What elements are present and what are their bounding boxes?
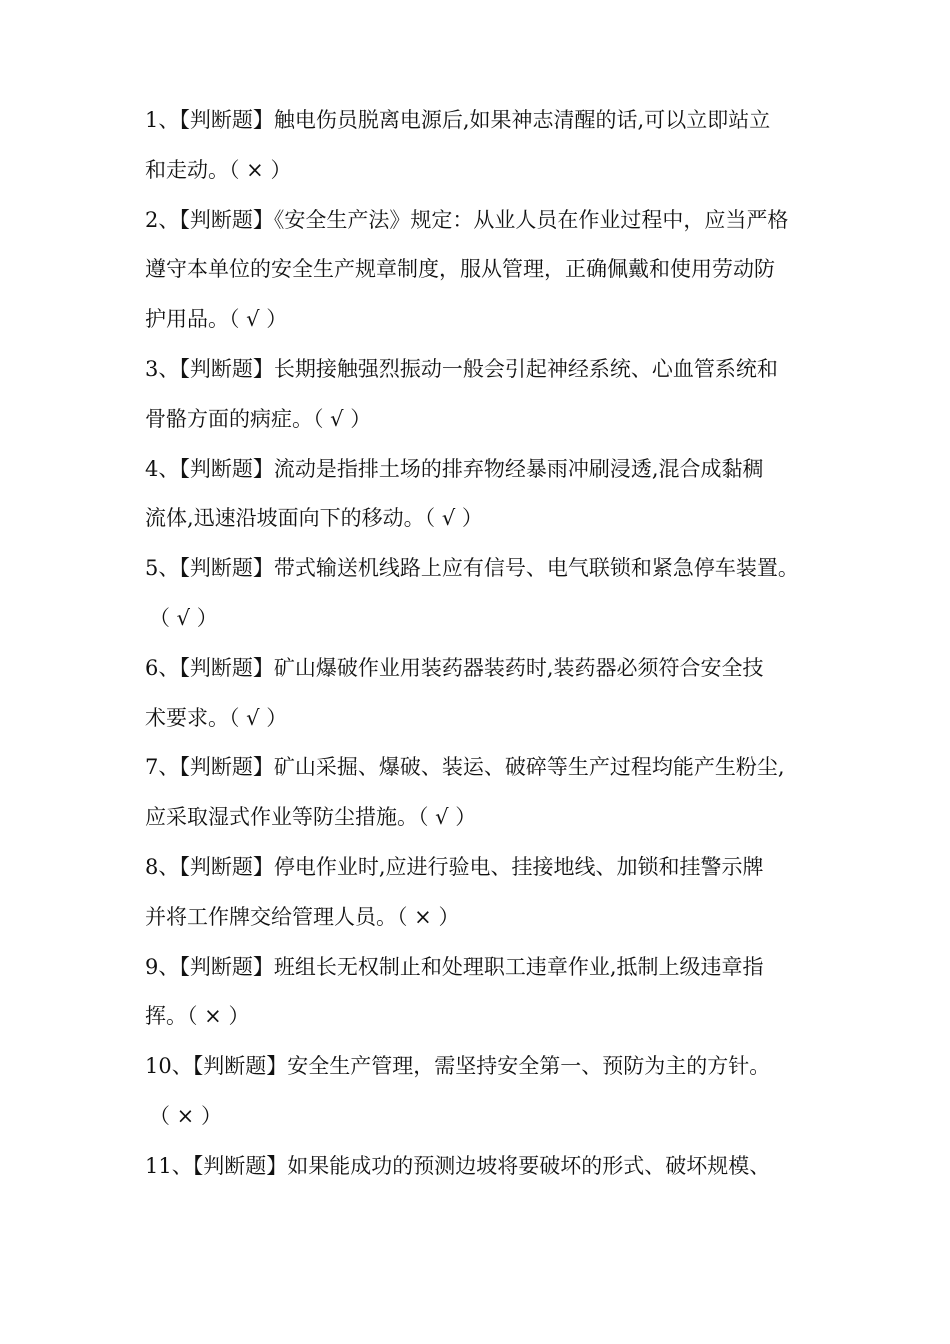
question-list — [145, 96, 817, 1192]
question-6-answer: 术要求。（ √ ） — [145, 705, 288, 730]
question-8-line-1: 8、【判断题】停电作业时,应进行验电、挂接地线、加锁和挂警示牌 — [145, 854, 764, 879]
question-5-line-1: 5、【判断题】带式输送机线路上应有信号、电气联锁和紧急停车装置。 — [145, 556, 799, 581]
question-5-answer: （ √ ） — [149, 605, 218, 630]
question-9-line-1: 9、【判断题】班组长无权制止和处理职工违章作业,抵制上级违章指 — [145, 954, 764, 979]
question-2-line-1: 2、【判断题】《安全生产法》规定：从业人员在作业过程中，应当严格 — [145, 207, 789, 232]
question-7-answer: 应采取湿式作业等防尘措施。（ √ ） — [145, 805, 477, 830]
question-4-answer: 流体,迅速沿坡面向下的移动。（ √ ） — [145, 506, 483, 531]
question-10-answer: （ × ） — [149, 1103, 222, 1128]
question-4-line-1: 4、【判断题】流动是指排土场的排弃物经暴雨冲刷浸透,混合成黏稠 — [145, 456, 764, 481]
question-2-line-2: 遵守本单位的安全生产规章制度，服从管理，正确佩戴和使用劳动防 — [145, 257, 775, 282]
question-1-answer: 和走动。（ × ） — [145, 157, 292, 182]
question-3-answer: 骨骼方面的病症。（ √ ） — [145, 406, 372, 431]
question-9-answer: 挥。（ × ） — [145, 1004, 250, 1029]
question-8-answer: 并将工作牌交给管理人员。（ × ） — [145, 904, 460, 929]
question-10-line-1: 10、【判断题】安全生产管理，需坚持安全第一、预防为主的方针。 — [145, 1054, 771, 1079]
question-7-line-1: 7、【判断题】矿山采掘、爆破、装运、破碎等生产过程均能产生粉尘, — [145, 755, 785, 780]
question-1-line-1: 1、【判断题】触电伤员脱离电源后,如果神志清醒的话,可以立即站立 — [145, 108, 771, 132]
question-11-line-1: 11、【判断题】如果能成功的预测边坡将要破坏的形式、破坏规模、 — [145, 1153, 771, 1178]
question-2-answer: 护用品。（ √ ） — [145, 307, 288, 332]
question-6-line-1: 6、【判断题】矿山爆破作业用装药器装药时,装药器必须符合安全技 — [145, 655, 764, 680]
question-3-line-1: 3、【判断题】长期接触强烈振动一般会引起神经系统、心血管系统和 — [145, 356, 778, 381]
